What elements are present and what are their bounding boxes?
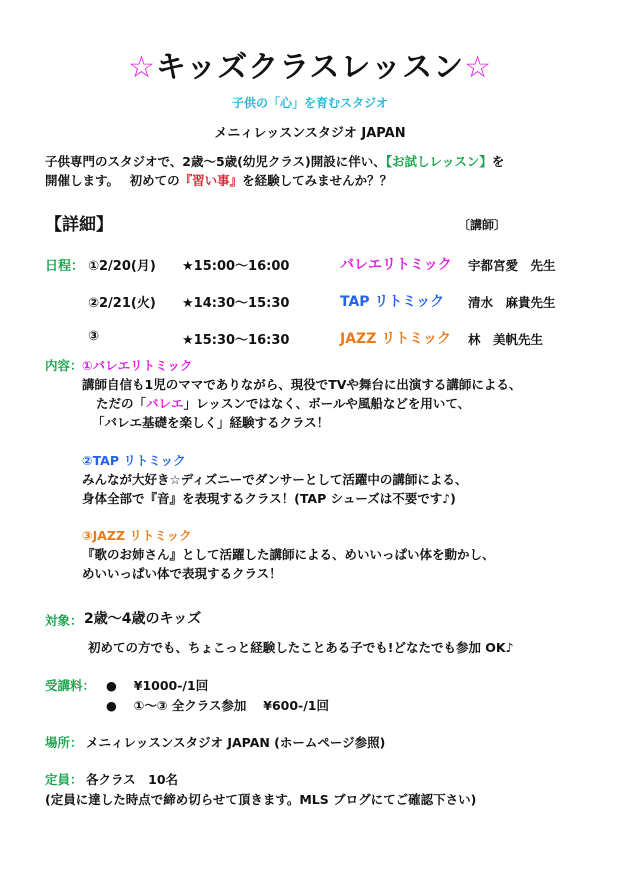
content-1-l2-c: 」レッスンではなく、ボールや風船などを用いて、: [183, 396, 471, 411]
place-label: 場所：: [45, 735, 83, 750]
intro-l1-a: 子供専門のスタジオで、2歳～5歳(幼児クラス)開設に伴い、: [45, 154, 386, 169]
content-1-line-3: 「バレエ基礎を楽しく」経験するクラス！: [92, 415, 330, 430]
fee-label: 受講料：: [45, 678, 96, 693]
content-1-line-2: [96, 394, 470, 412]
intro-l1-c: を: [491, 154, 505, 169]
intro-line-2: [45, 171, 392, 189]
content-2-line-1: みんなが大好き☆ディズニーでダンサーとして活躍中の講師による、: [82, 472, 468, 487]
schedule-1-teacher: 宇都宮愛 先生: [468, 258, 556, 273]
details-heading: 【詳細】: [45, 215, 113, 235]
content-3-title: ③JAZZ リトミック: [82, 528, 192, 543]
intro-l2-c: を経験してみませんか？？: [242, 173, 393, 188]
schedule-2-class: TAP リトミック: [340, 294, 445, 310]
content-1-line-1: 講師自信も1児のママでありながら、現役でTVや舞台に出演する講師による、: [82, 377, 522, 392]
star-left-icon: ☆: [127, 50, 156, 85]
fee-all-classes: ● ①～③ 全クラス参加 ¥600-/1回: [106, 698, 329, 713]
target-value: 2歳～4歳のキッズ: [84, 611, 202, 627]
schedule-label: 日程：: [45, 259, 85, 274]
content-1-title: ①バレエリトミック: [82, 358, 193, 373]
schedule-2-time: ★14:30～15:30: [182, 296, 290, 311]
intro-line-1: [45, 152, 504, 170]
schedule-1-class: バレエリトミック: [340, 257, 452, 273]
content-2-line-2: 身体全部で『音』を表現するクラス！(TAP シューズは不要です♪): [82, 491, 456, 506]
capacity-value: 各クラス 10名: [86, 772, 179, 787]
ballet-highlight: バレエ: [146, 396, 184, 411]
studio-name: メニィレッスンスタジオ JAPAN: [214, 126, 406, 141]
content-1-l2-a: ただの「: [96, 396, 147, 411]
intro-l2-a: 開催します。 初めての: [45, 173, 180, 188]
schedule-1-no: ①2/20(月): [88, 259, 156, 274]
place-value: メニィレッスンスタジオ JAPAN (ホームページ参照): [86, 735, 386, 750]
subtitle: 子供の「心」を育むスタジオ: [231, 96, 388, 110]
content-3-line-2: めいいっぱい体で表現するクラス！: [82, 566, 282, 581]
content-label: 内容：: [45, 358, 83, 373]
capacity-note: (定員に達した時点で締め切らせて頂きます。MLS ブログにてご確認下さい): [45, 792, 477, 807]
content-2-title: ②TAP リトミック: [82, 453, 186, 468]
schedule-1-time: ★15:00～16:00: [182, 259, 290, 274]
fee-single: ● ¥1000-/1回: [106, 678, 209, 693]
lesson-highlight: 『習い事』: [179, 173, 243, 188]
schedule-3-class: JAZZ リトミック: [340, 331, 451, 347]
star-right-icon: ☆: [464, 50, 492, 85]
schedule-2-no: ②2/21(火): [88, 296, 156, 311]
capacity-label: 定員：: [45, 772, 83, 787]
target-label: 対象：: [45, 613, 83, 628]
trial-lesson-label: 【お試しレッスン】: [385, 154, 492, 169]
schedule-2-teacher: 清水 麻貴先生: [468, 295, 556, 310]
schedule-3-time: ★15:30～16:30: [182, 333, 290, 348]
content-3-line-1: 『歌のお姉さん』として活躍した講師による、めいいっぱい体を動かし、: [82, 547, 495, 562]
schedule-3-teacher: 林 美帆先生: [468, 332, 544, 347]
target-note: 初めての方でも、ちょこっと経験したことある子でも!どなたでも参加 OK♪: [88, 640, 514, 655]
lecturer-heading: 〔講師〕: [458, 218, 507, 232]
schedule-3-no: ③: [88, 329, 100, 344]
page-title: [0, 42, 620, 86]
title-text: キッズクラスレッスン: [155, 50, 465, 85]
